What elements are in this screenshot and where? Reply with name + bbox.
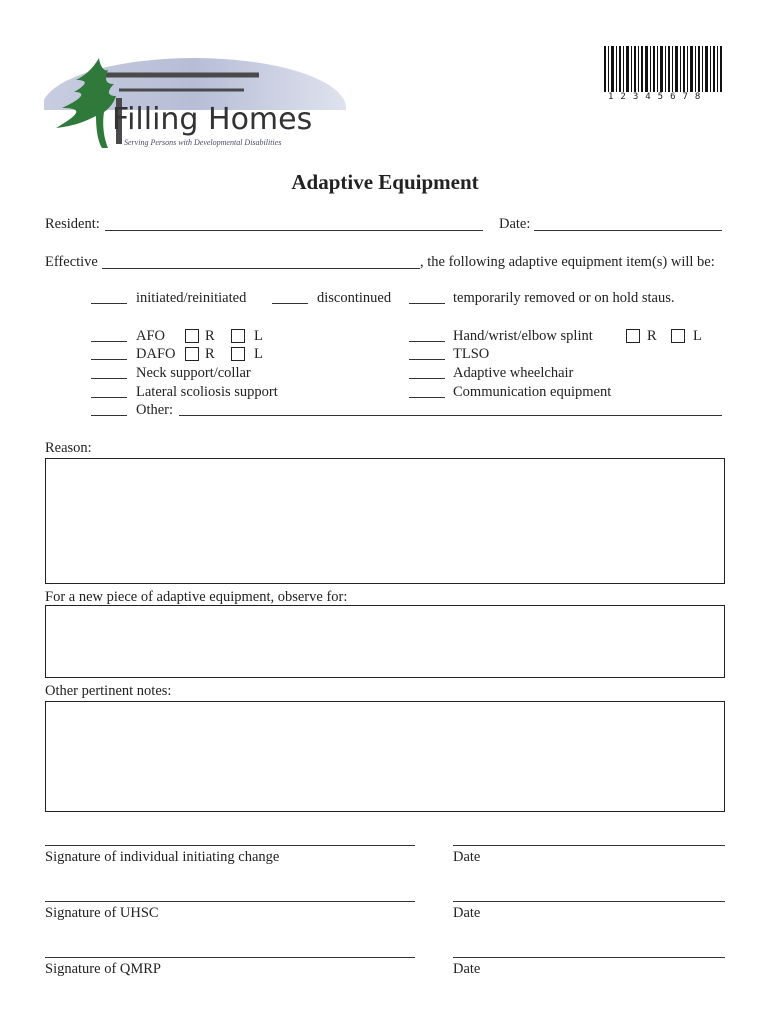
logo <box>44 50 349 155</box>
date-field[interactable] <box>534 230 722 231</box>
initiated-blank[interactable] <box>91 303 127 304</box>
effective-label: Effective <box>45 254 98 270</box>
date-label: Date: <box>499 216 531 232</box>
dafo-blank[interactable] <box>91 359 127 360</box>
uhsc-date-line[interactable] <box>453 901 725 902</box>
dafo-label: DAFO <box>136 346 176 362</box>
initiating-date-label: Date <box>453 849 481 865</box>
splint-left-checkbox[interactable] <box>671 329 685 343</box>
discontinued-label: discontinued <box>317 290 392 306</box>
splint-label: Hand/wrist/elbow splint <box>453 328 593 344</box>
qmrp-signature-line[interactable] <box>45 957 415 958</box>
scoliosis-label: Lateral scoliosis support <box>136 384 278 400</box>
observe-label: For a new piece of adaptive equipment, observe for: <box>45 589 348 605</box>
reason-box[interactable] <box>45 458 725 584</box>
splint-right-checkbox[interactable] <box>626 329 640 343</box>
splint-blank[interactable] <box>409 341 445 342</box>
other-blank[interactable] <box>91 415 127 416</box>
resident-field[interactable] <box>105 230 483 231</box>
effective-suffix: , the following adaptive equipment item(s) will be: <box>420 254 715 270</box>
barcode <box>604 46 722 106</box>
effective-field[interactable] <box>102 268 420 269</box>
resident-label: Resident: <box>45 216 100 232</box>
barcode-graphic <box>604 46 722 92</box>
afo-blank[interactable] <box>91 341 127 342</box>
removed-label: temporarily removed or on hold staus. <box>453 290 675 306</box>
reason-label: Reason: <box>45 440 92 456</box>
initiating-signature-line[interactable] <box>45 845 415 846</box>
afo-right-label: R <box>205 328 215 344</box>
tlso-blank[interactable] <box>409 359 445 360</box>
neck-label: Neck support/collar <box>136 365 251 381</box>
afo-left-label: L <box>254 328 263 344</box>
afo-left-checkbox[interactable] <box>231 329 245 343</box>
dafo-right-checkbox[interactable] <box>185 347 199 361</box>
notes-box[interactable] <box>45 701 725 812</box>
communication-blank[interactable] <box>409 397 445 398</box>
dafo-right-label: R <box>205 346 215 362</box>
barcode-number: 12345678 <box>608 92 708 102</box>
dafo-left-checkbox[interactable] <box>231 347 245 361</box>
uhsc-signature-line[interactable] <box>45 901 415 902</box>
uhsc-signature-label: Signature of UHSC <box>45 905 159 921</box>
scoliosis-blank[interactable] <box>91 397 127 398</box>
initiating-date-line[interactable] <box>453 845 725 846</box>
page-title: Adaptive Equipment <box>291 170 479 194</box>
afo-right-checkbox[interactable] <box>185 329 199 343</box>
observe-box[interactable] <box>45 605 725 678</box>
initiating-signature-label: Signature of individual initiating change <box>45 849 280 865</box>
other-label: Other: <box>136 402 174 418</box>
other-field[interactable] <box>179 415 722 416</box>
brand-tagline: Serving Persons with Developmental Disabilities <box>124 138 282 147</box>
removed-blank[interactable] <box>409 303 445 304</box>
splint-left-label: L <box>693 328 702 344</box>
wheelchair-label: Adaptive wheelchair <box>453 365 574 381</box>
communication-label: Communication equipment <box>453 384 612 400</box>
dafo-left-label: L <box>254 346 263 362</box>
splint-right-label: R <box>647 328 657 344</box>
wheelchair-blank[interactable] <box>409 378 445 379</box>
afo-label: AFO <box>136 328 166 344</box>
initiated-label: initiated/reinitiated <box>136 290 247 306</box>
tlso-label: TLSO <box>453 346 490 362</box>
qmrp-signature-label: Signature of QMRP <box>45 961 161 977</box>
uhsc-date-label: Date <box>453 905 481 921</box>
discontinued-blank[interactable] <box>272 303 308 304</box>
neck-blank[interactable] <box>91 378 127 379</box>
brand-name: Filling Homes <box>112 102 313 137</box>
qmrp-date-label: Date <box>453 961 481 977</box>
notes-label: Other pertinent notes: <box>45 683 172 699</box>
qmrp-date-line[interactable] <box>453 957 725 958</box>
